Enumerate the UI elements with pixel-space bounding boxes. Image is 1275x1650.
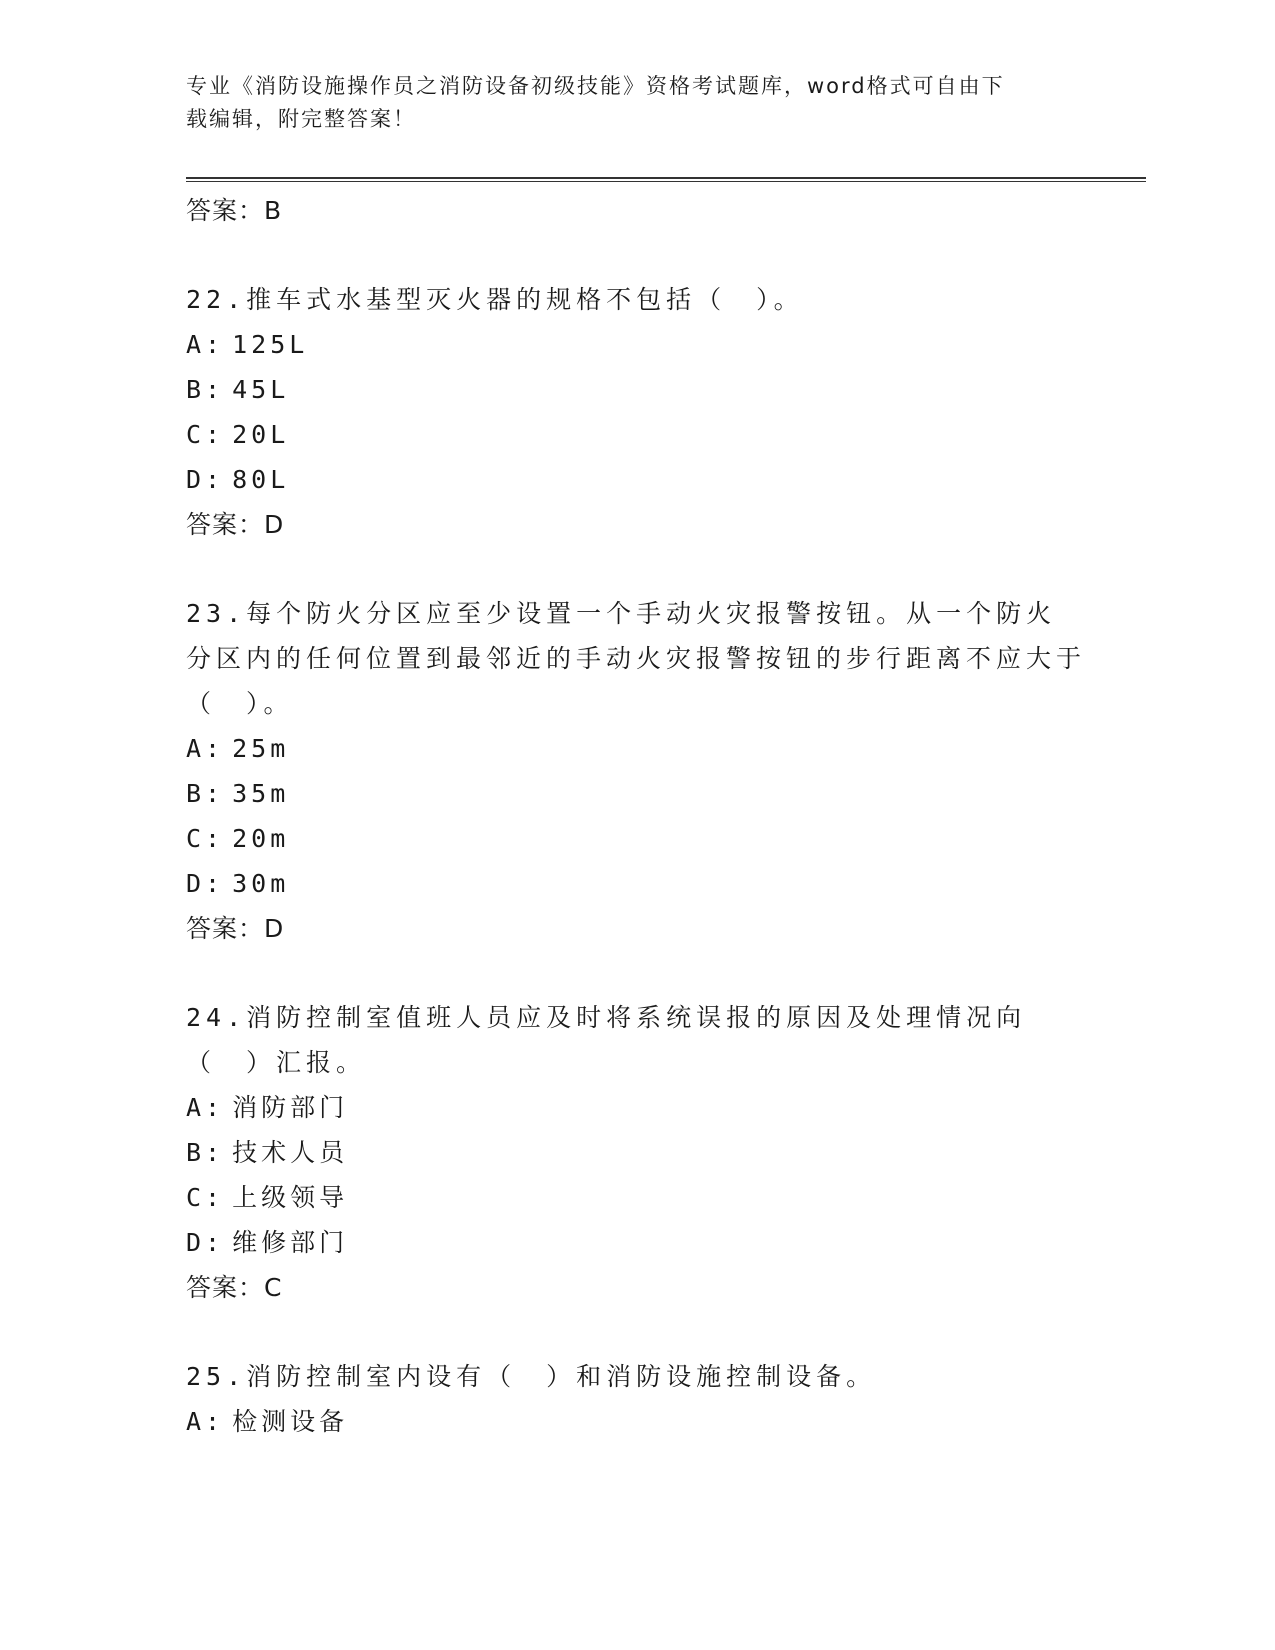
option-letter: B: — [186, 375, 225, 404]
question-25 — [186, 1354, 1086, 1444]
answer-line: 答案：D — [186, 510, 285, 539]
option-b — [186, 771, 1086, 816]
option-letter: D: — [186, 1228, 225, 1257]
answer-line: 答案：D — [186, 914, 285, 943]
question-text: 24.消防控制室值班人员应及时将系统误报的原因及处理情况向（ ）汇报。 — [186, 1003, 1027, 1077]
option-text: 125L — [232, 330, 309, 359]
option-text: 检测设备 — [232, 1407, 349, 1436]
header-line-1: 专业《消防设施操作员之消防设备初级技能》资格考试题库，word格式可自由下 — [186, 74, 1005, 98]
document-header — [186, 70, 1056, 136]
option-a — [186, 1399, 1086, 1444]
option-text: 20m — [232, 824, 290, 853]
answer-line: 答案：C — [186, 1273, 283, 1302]
question-list — [186, 188, 1086, 1444]
option-letter: C: — [186, 420, 225, 449]
option-a — [186, 726, 1086, 771]
question-text: 25.消防控制室内设有（ ）和消防设施控制设备。 — [186, 1362, 877, 1391]
option-d — [186, 457, 1086, 502]
question-23 — [186, 591, 1086, 951]
option-text: 消防部门 — [232, 1093, 349, 1122]
option-letter: A: — [186, 330, 225, 359]
option-text: 20L — [232, 420, 290, 449]
option-a — [186, 1085, 1086, 1130]
option-text: 技术人员 — [232, 1138, 349, 1167]
question-24 — [186, 995, 1086, 1310]
option-c — [186, 816, 1086, 861]
question-22 — [186, 277, 1086, 547]
option-letter: A: — [186, 734, 225, 763]
option-text: 25m — [232, 734, 290, 763]
header-line-2: 载编辑，附完整答案！ — [186, 107, 416, 131]
option-letter: D: — [186, 869, 225, 898]
option-letter: C: — [186, 1183, 225, 1212]
option-letter: B: — [186, 779, 225, 808]
question-text: 22.推车式水基型灭火器的规格不包括（ ）。 — [186, 285, 804, 314]
header-divider — [186, 177, 1146, 182]
option-text: 维修部门 — [232, 1228, 349, 1257]
answer-line: 答案：B — [186, 196, 283, 225]
option-text: 45L — [232, 375, 290, 404]
question-text: 23.每个防火分区应至少设置一个手动火灾报警按钮。从一个防火分区内的任何位置到最邻近的手动火灾报警按钮的步行距离不应大于（ ）。 — [186, 599, 1087, 718]
option-b — [186, 1130, 1086, 1175]
option-letter: A: — [186, 1407, 225, 1436]
option-letter: B: — [186, 1138, 225, 1167]
option-letter: C: — [186, 824, 225, 853]
option-text: 上级领导 — [232, 1183, 349, 1212]
option-text: 35m — [232, 779, 290, 808]
option-c — [186, 1175, 1086, 1220]
option-letter: A: — [186, 1093, 225, 1122]
option-text: 30m — [232, 869, 290, 898]
option-letter: D: — [186, 465, 225, 494]
option-c — [186, 412, 1086, 457]
option-d — [186, 1220, 1086, 1265]
option-a — [186, 322, 1086, 367]
option-d — [186, 861, 1086, 906]
option-b — [186, 367, 1086, 412]
option-text: 80L — [232, 465, 290, 494]
